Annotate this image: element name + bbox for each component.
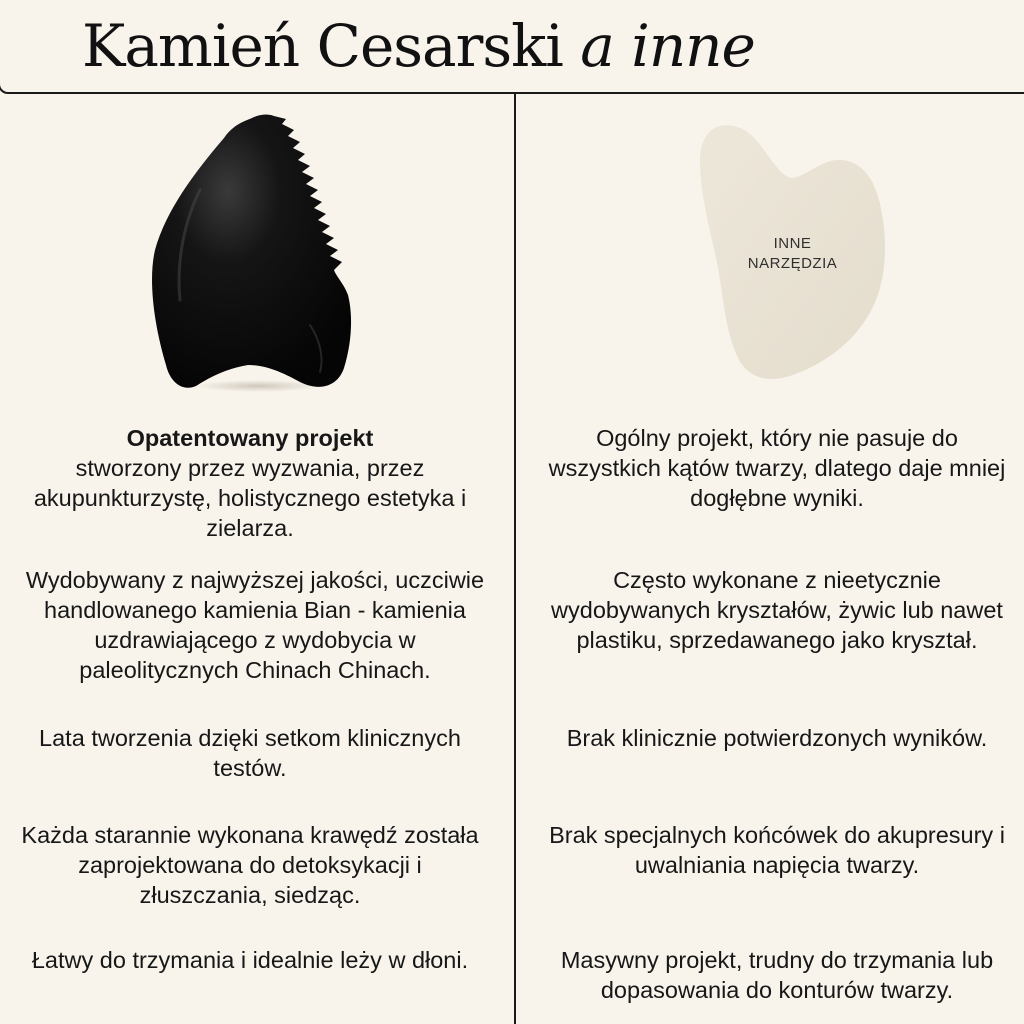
page-header	[0, 0, 1024, 94]
left-point-1	[20, 423, 480, 543]
right-point-1: Ogólny projekt, który nie pasuje do wszystkich kątów twarzy, dlatego daje mniej dogłębne wyniki.	[548, 425, 1006, 511]
title-accent: a inne	[580, 12, 755, 80]
left-point-4: Każda starannie wykonana krawędź została zaprojektowana do detoksykacji i złuszczania, siedząc.	[21, 822, 479, 908]
left-point-3: Lata tworzenia dzięki setkom klinicznych testów.	[39, 725, 461, 781]
cream-heart-gua-sha-icon	[690, 118, 895, 388]
left-point-2: Wydobywany z najwyższej jakości, uczciwie handlowanego kamienia Bian - kamienia uzdrawiającego z wydobycia w paleolitycznych Chinach Chinach.	[25, 567, 485, 683]
column-divider	[514, 94, 516, 1024]
other-tools-label: INNE NARZĘDZIA	[747, 235, 838, 272]
page-title	[82, 2, 755, 90]
right-point-5: Masywny projekt, trudny do trzymania lub dopasowania do konturów twarzy.	[560, 947, 994, 1003]
black-gua-sha-stone-icon	[140, 110, 370, 400]
right-point-3: Brak klinicznie potwierdzonych wyników.	[566, 725, 988, 751]
left-point-1-bold: Opatentowany projekt	[126, 425, 374, 451]
left-point-5: Łatwy do trzymania i idealnie leży w dłoni.	[31, 947, 469, 973]
right-point-4: Brak specjalnych końcówek do akupresury i uwalniania napięcia twarzy.	[549, 822, 1005, 878]
right-point-2: Często wykonane z nieetycznie wydobywanych kryształów, żywic lub nawet plastiku, sprzedawanego jako kryształ.	[551, 567, 1003, 653]
title-main: Kamień Cesarski	[82, 12, 581, 80]
left-point-1-rest: stworzony przez wyzwania, przez akupunkturzystę, holistycznego estetyka i zielarza.	[33, 455, 467, 541]
